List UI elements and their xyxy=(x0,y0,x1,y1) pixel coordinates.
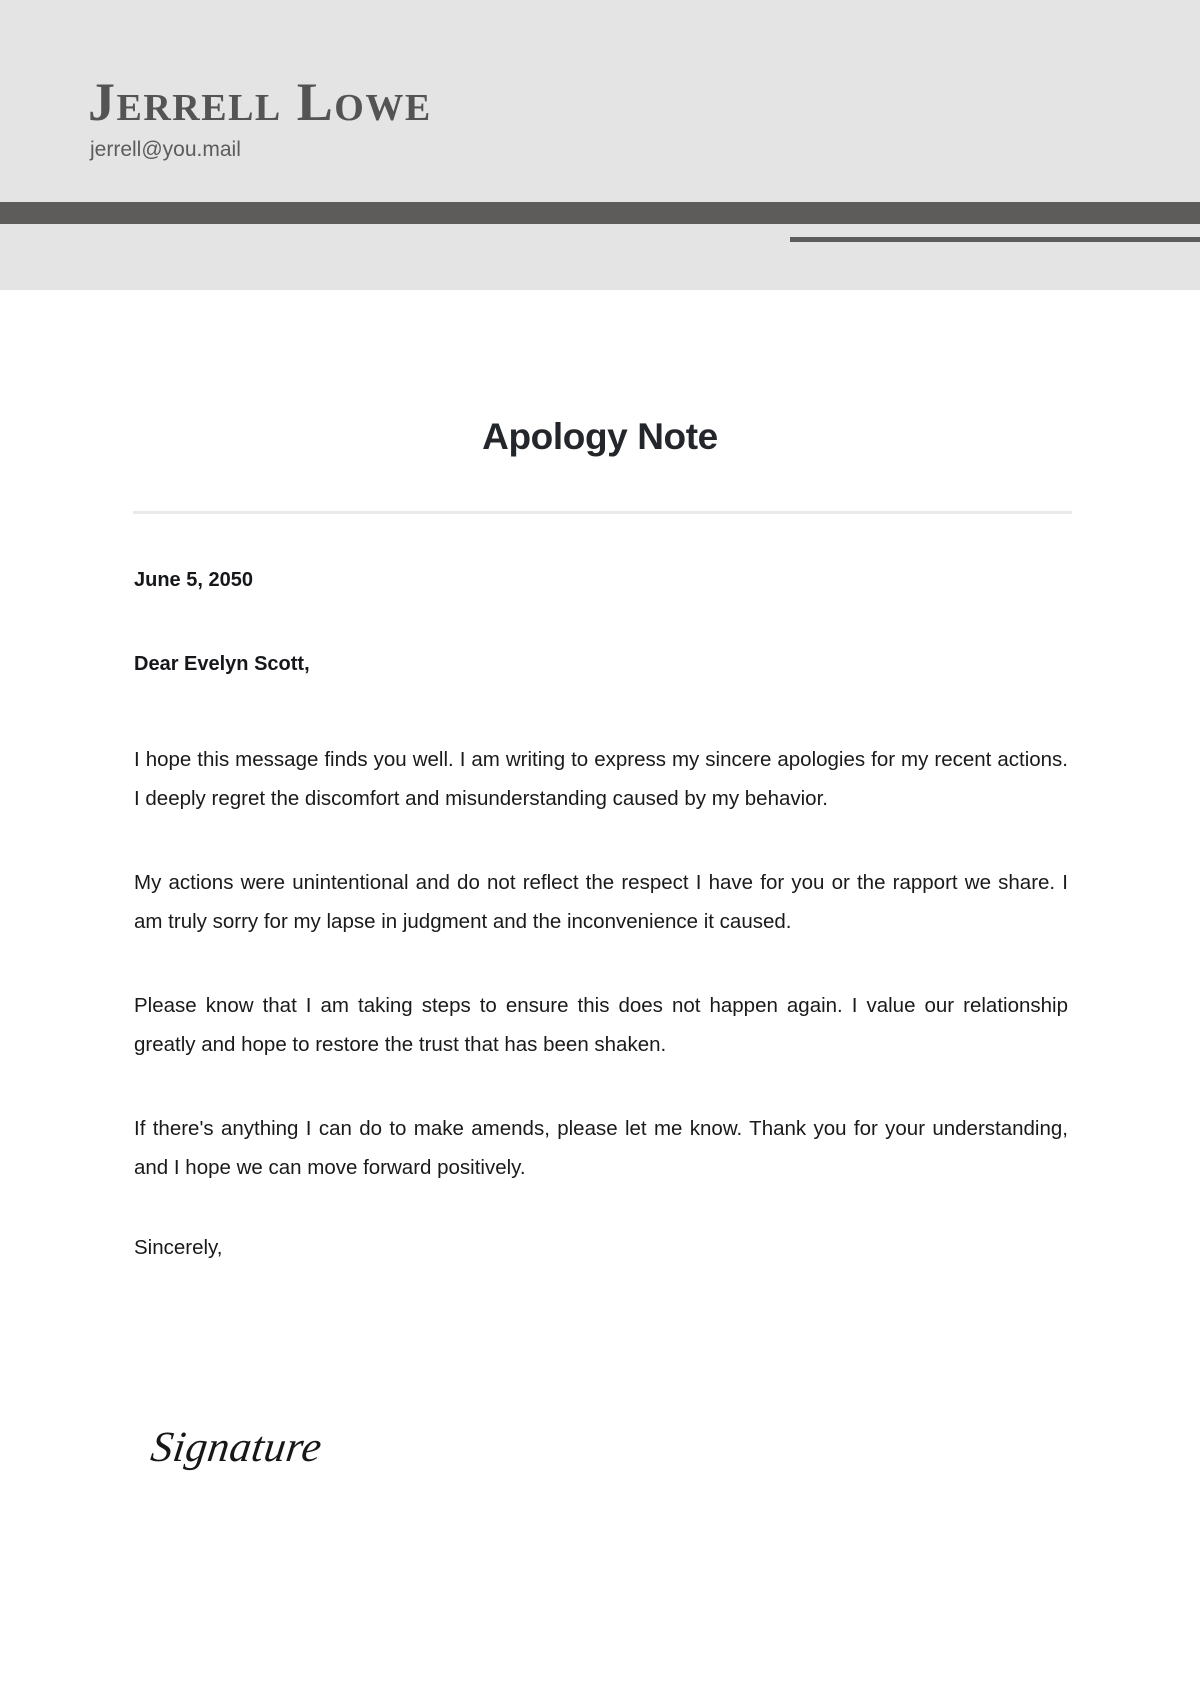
sender-name: Jerrell Lowe xyxy=(88,72,432,132)
signature-block xyxy=(148,1424,548,1472)
letter-paragraph: If there's anything I can do to make amends, please let me know. Thank you for your understanding, and I hope we can move forward positively. xyxy=(134,1117,1068,1179)
sender-email: jerrell@you.mail xyxy=(90,138,241,161)
letter-body xyxy=(134,566,1068,1264)
letter-paragraph: Please know that I am taking steps to ensure this does not happen again. I value our relationship greatly and hope to restore the trust that has been shaken. xyxy=(134,994,1068,1056)
letterhead-thin-rule xyxy=(790,237,1200,242)
letter-date: June 5, 2050 xyxy=(134,569,253,591)
letter-closing: Sincerely, xyxy=(134,1236,223,1259)
letter-salutation: Dear Evelyn Scott, xyxy=(134,653,310,675)
letterhead-banner xyxy=(0,0,1200,290)
letter-paragraph: I hope this message finds you well. I am writing to express my sincere apologies for my recent actions. I deeply regret the discomfort and misunderstanding caused by my behavior. xyxy=(134,748,1068,810)
letterhead-thick-rule xyxy=(0,202,1200,224)
signature-mark: Signature xyxy=(148,1424,325,1471)
page-title: Apology Note xyxy=(482,416,718,457)
title-divider xyxy=(133,511,1072,514)
letter-paragraph: My actions were unintentional and do not reflect the respect I have for you or the rapport we share. I am truly sorry for my lapse in judgment and the inconvenience it caused. xyxy=(134,871,1068,933)
